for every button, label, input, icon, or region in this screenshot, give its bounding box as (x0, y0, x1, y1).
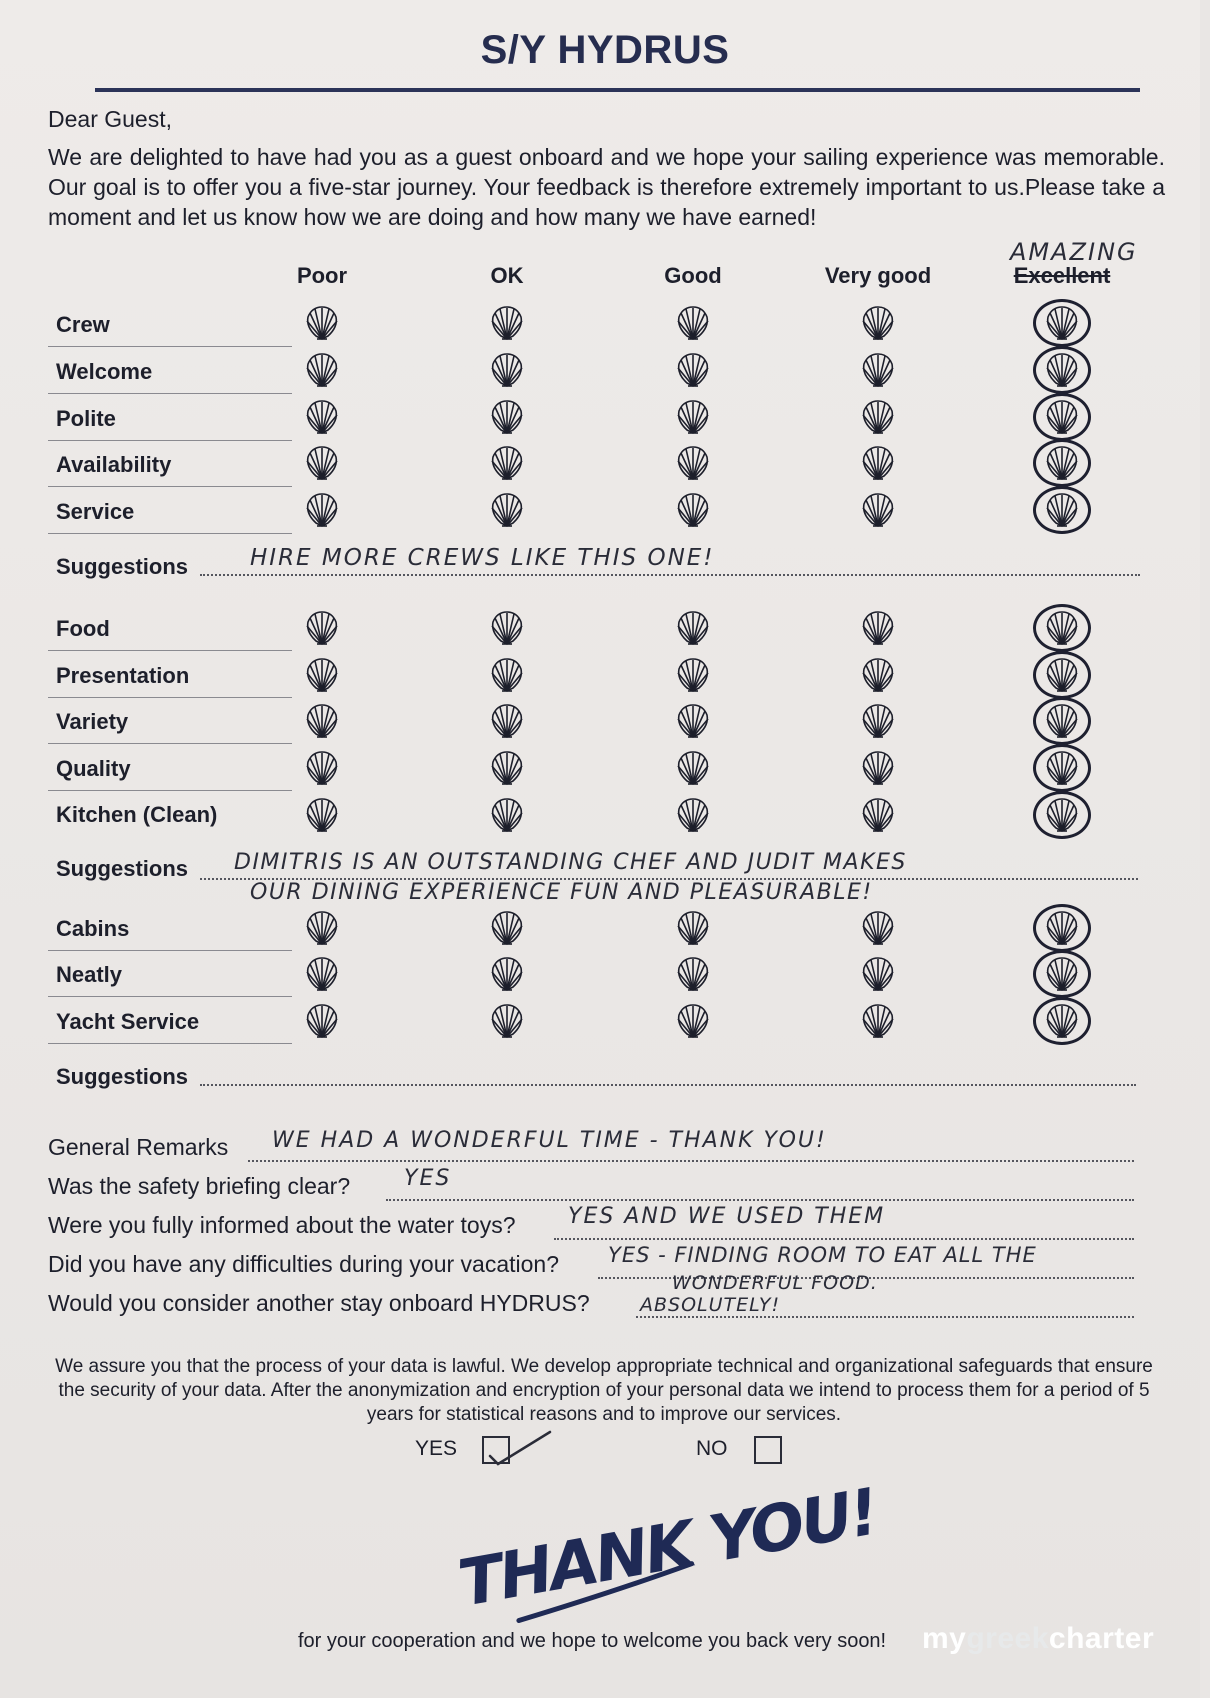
question-water-toys: Were you fully informed about the water toys? (48, 1212, 516, 1238)
shell-rating-icon[interactable] (858, 443, 898, 483)
selected-rating-circle (1033, 346, 1091, 394)
row-label-cabins: Cabins (56, 916, 130, 941)
selected-rating-circle (1033, 439, 1091, 487)
suggestions-text-1: HIRE MORE CREWS LIKE THIS ONE! (250, 545, 715, 571)
shell-rating-icon[interactable] (673, 795, 713, 835)
row-label-neatly: Neatly (56, 962, 123, 987)
column-poor: Poor (296, 263, 348, 288)
row-label-welcome: Welcome (56, 359, 153, 384)
answer-general-remarks: WE HAD A WONDERFUL TIME - THANK YOU! (272, 1128, 827, 1153)
row-label-food: Food (56, 616, 110, 641)
answer-line (248, 1160, 1134, 1162)
shell-rating-icon[interactable] (673, 490, 713, 530)
suggestions-text-2a: DIMITRIS IS AN OUTSTANDING CHEF AND JUDIT MAKES (234, 850, 907, 875)
shell-rating-icon[interactable] (673, 608, 713, 648)
selected-rating-circle (1033, 950, 1091, 998)
shell-rating-icon[interactable] (673, 1001, 713, 1041)
shell-rating-icon[interactable] (302, 443, 342, 483)
shell-rating-icon[interactable] (673, 303, 713, 343)
page-title: S/Y HYDRUS (480, 28, 730, 72)
answer-line (386, 1199, 1134, 1201)
column-excellent-handwritten: AMAZING (1010, 238, 1138, 266)
shell-rating-icon[interactable] (673, 397, 713, 437)
shell-rating-icon[interactable] (858, 655, 898, 695)
shell-rating-icon[interactable] (673, 748, 713, 788)
shell-rating-icon[interactable] (487, 1001, 527, 1041)
answer-safety-briefing: YES (404, 1166, 452, 1191)
shell-rating-icon[interactable] (302, 303, 342, 343)
shell-rating-icon[interactable] (487, 490, 527, 530)
shell-rating-icon[interactable] (858, 701, 898, 741)
shell-rating-icon[interactable] (673, 701, 713, 741)
selected-rating-circle (1033, 299, 1091, 347)
row-divider (48, 996, 292, 997)
shell-rating-icon[interactable] (858, 1001, 898, 1041)
shell-rating-icon[interactable] (858, 350, 898, 390)
shell-rating-icon[interactable] (487, 350, 527, 390)
shell-rating-icon[interactable] (858, 908, 898, 948)
selected-rating-circle (1033, 744, 1091, 792)
row-label-yacht-service: Yacht Service (56, 1009, 200, 1034)
shell-rating-icon[interactable] (858, 490, 898, 530)
row-divider (48, 1043, 292, 1044)
shell-rating-icon[interactable] (487, 608, 527, 648)
row-label-presentation: Presentation (56, 663, 190, 688)
shell-rating-icon[interactable] (858, 303, 898, 343)
shell-rating-icon[interactable] (302, 490, 342, 530)
column-ok: OK (490, 263, 524, 288)
thank-you-signature (448, 1475, 882, 1622)
consent-no-checkbox[interactable] (754, 1436, 782, 1464)
shell-rating-icon[interactable] (487, 303, 527, 343)
shell-rating-icon[interactable] (302, 795, 342, 835)
selected-rating-circle (1033, 604, 1091, 652)
title-divider (95, 88, 1140, 92)
row-divider (48, 950, 292, 951)
shell-rating-icon[interactable] (302, 350, 342, 390)
column-excellent: Excellent (1013, 263, 1111, 288)
row-label-variety: Variety (56, 709, 129, 734)
row-label-polite: Polite (56, 406, 116, 431)
row-divider (48, 486, 292, 487)
question-general-remarks: General Remarks (48, 1134, 229, 1160)
selected-rating-circle (1033, 697, 1091, 745)
answer-line (554, 1238, 1134, 1240)
shell-rating-icon[interactable] (858, 954, 898, 994)
suggestions-line-3 (200, 1084, 1136, 1086)
shell-rating-icon[interactable] (487, 701, 527, 741)
shell-rating-icon[interactable] (858, 795, 898, 835)
shell-rating-icon[interactable] (487, 397, 527, 437)
checkmark-icon (480, 1426, 560, 1466)
shell-rating-icon[interactable] (487, 655, 527, 695)
shell-rating-icon[interactable] (487, 908, 527, 948)
row-label-kitchen: Kitchen (Clean) (56, 802, 218, 827)
answer-difficulties-line2: WONDERFUL FOOD. (672, 1272, 878, 1294)
consent-yes-checkbox[interactable] (482, 1436, 510, 1464)
suggestions-label-1: Suggestions (56, 554, 189, 579)
shell-rating-icon[interactable] (858, 397, 898, 437)
suggestions-label-3: Suggestions (56, 1064, 189, 1089)
row-divider (48, 790, 292, 791)
selected-rating-circle (1033, 791, 1091, 839)
consent-no-label: NO (696, 1437, 728, 1460)
suggestions-line-1 (200, 574, 1140, 576)
shell-rating-icon[interactable] (302, 1001, 342, 1041)
row-divider (48, 346, 292, 347)
row-divider (48, 697, 292, 698)
column-very-good: Very good (824, 263, 932, 288)
row-label-service: Service (56, 499, 135, 524)
column-good: Good (664, 263, 722, 288)
selected-rating-circle (1033, 486, 1091, 534)
shell-rating-icon[interactable] (673, 350, 713, 390)
suggestions-text-2b: OUR DINING EXPERIENCE FUN AND PLEASURABLE! (250, 880, 873, 905)
question-another-stay: Would you consider another stay onboard HYDRUS? (48, 1290, 590, 1316)
shell-rating-icon[interactable] (487, 443, 527, 483)
shell-rating-icon[interactable] (302, 608, 342, 648)
shell-rating-icon[interactable] (487, 795, 527, 835)
row-label-quality: Quality (56, 756, 131, 781)
shell-rating-icon[interactable] (858, 608, 898, 648)
privacy-notice: We assure you that the process of your data is lawful. We develop appropriate technical and organizational safeguards that ensure the security of your data. After the anonymization and encryption of your personal data we intend to process them for a period of 5 years for statistical reasons and to improve our services. (55, 1356, 1153, 1425)
row-label-availability: Availability (56, 452, 172, 477)
question-difficulties: Did you have any difficulties during your vacation? (48, 1251, 559, 1277)
shell-rating-icon[interactable] (673, 443, 713, 483)
answer-water-toys: YES AND WE USED THEM (568, 1204, 886, 1229)
selected-rating-circle (1033, 997, 1091, 1045)
shell-rating-icon[interactable] (302, 954, 342, 994)
row-divider (48, 533, 292, 534)
shell-rating-icon[interactable] (487, 954, 527, 994)
thank-you-text: THANK YOU! (453, 1475, 882, 1622)
row-label-crew: Crew (56, 312, 110, 337)
shell-rating-icon[interactable] (487, 748, 527, 788)
shell-rating-icon[interactable] (673, 908, 713, 948)
shell-rating-icon[interactable] (673, 655, 713, 695)
row-divider (48, 393, 292, 394)
shell-rating-icon[interactable] (302, 748, 342, 788)
greeting: Dear Guest, (48, 106, 172, 132)
consent-yes-label: YES (415, 1437, 458, 1460)
selected-rating-circle (1033, 651, 1091, 699)
question-safety-briefing: Was the safety briefing clear? (48, 1173, 351, 1199)
footer-message: for your cooperation and we hope to welcome you back very soon! (298, 1630, 887, 1652)
shell-rating-icon[interactable] (673, 954, 713, 994)
shell-rating-icon[interactable] (302, 908, 342, 948)
row-divider (48, 650, 292, 651)
answer-line (636, 1316, 1134, 1318)
shell-rating-icon[interactable] (858, 748, 898, 788)
shell-rating-icon[interactable] (302, 397, 342, 437)
suggestions-label-2: Suggestions (56, 856, 189, 881)
answer-another-stay: ABSOLUTELY! (640, 1294, 781, 1316)
answer-difficulties: YES - FINDING ROOM TO EAT ALL THE (608, 1243, 1037, 1267)
selected-rating-circle (1033, 904, 1091, 952)
row-divider (48, 440, 292, 441)
shell-rating-icon[interactable] (302, 655, 342, 695)
selected-rating-circle (1033, 393, 1091, 441)
intro-paragraph: We are delighted to have had you as a guest onboard and we hope your sailing experience was memorable. Our goal is to offer you a five-star journey. Your feedback is therefore extremely important to us.Please take a moment and let us know how we are doing and how many we have earned! (48, 144, 1165, 230)
shell-rating-icon[interactable] (302, 701, 342, 741)
row-divider (48, 743, 292, 744)
watermark-logo: mygreekcharter (922, 1622, 1155, 1655)
